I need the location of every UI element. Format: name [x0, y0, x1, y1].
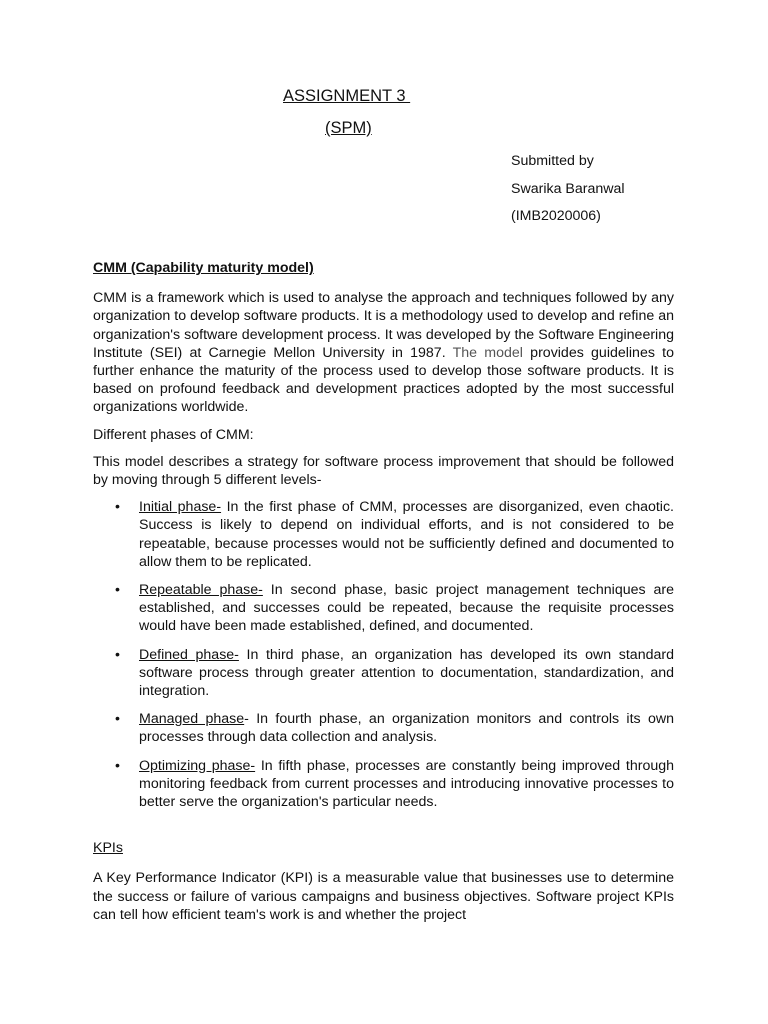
phases-list — [93, 498, 674, 811]
bullet-icon: • — [115, 757, 120, 774]
phase-item-initial — [93, 498, 674, 571]
phase-item-managed — [93, 710, 674, 746]
author-id: (IMB2020006) — [511, 208, 601, 224]
phase-item-optimizing — [93, 757, 674, 812]
cmm-intro-text-2: provides guidelines to further enhance the maturity of the process used to develop those software products. It is based on profound feedback and development practices adopted by the most successful organizations worldwide. — [93, 344, 674, 416]
phase-term: Defined phase- — [139, 646, 239, 663]
phase-item-defined — [93, 646, 674, 701]
phase-term: Initial phase- — [139, 499, 222, 516]
bullet-icon: • — [115, 499, 120, 516]
assignment-subtitle: (SPM) — [325, 119, 372, 137]
phase-description: In second phase, basic project management techniques are established, and successes could be repeated, because the requisite processes would have been made established, defined, and documented. — [139, 582, 674, 635]
phase-term: Repeatable phase- — [139, 582, 263, 599]
bullet-icon: • — [115, 582, 120, 599]
phase-term: Managed phase — [139, 711, 245, 728]
phase-item-repeatable — [93, 581, 674, 636]
cmm-intro-text-1: CMM is a framework which is used to analyse the approach and techniques followed by any organization to develop software products. It is a methodology used to develop and refine an organization's software development process. It was developed by the Software Engineering Institute (SEI) at Carnegie Mellon University in 1987. — [93, 290, 674, 361]
phase-description: - In fourth phase, an organization monitors and controls its own processes through data collection and analysis. — [139, 711, 674, 746]
submission-info — [511, 148, 625, 231]
bullet-icon: • — [115, 646, 120, 663]
phases-label: Different phases of CMM: — [93, 426, 254, 443]
phase-description: In third phase, an organization has developed its own standard software process through greater attention to documentation, standardization, and integration. — [139, 646, 674, 700]
document-body — [93, 259, 674, 933]
phase-term: Optimizing phase- — [139, 757, 256, 774]
cmm-intro-highlight: The model — [452, 344, 523, 361]
kpis-heading: KPIs — [93, 840, 123, 857]
kpis-intro-paragraph: A Key Performance Indicator (KPI) is a measurable value that businesses use to determine the success or failure of various campaigns and business objectives. Software project KPIs can tell how efficient team's work is and whether the project — [93, 870, 674, 923]
author-name: Swarika Baranwal — [511, 180, 625, 197]
phase-description: In fifth phase, processes are constantly being improved through monitoring feedback from current processes and introducing innovative processes to better serve the organization's particular needs. — [139, 757, 674, 811]
phase-description: In the first phase of CMM, processes are disorganized, even chaotic. Success is likely to depend on individual efforts, and is not considered to be repeatable, because processes would not be sufficiently defined and documented to allow them to be replicated. — [139, 499, 674, 570]
phases-intro: This model describes a strategy for software process improvement that should be followed by moving through 5 different levels- — [93, 453, 674, 489]
cmm-heading: CMM (Capability maturity model) — [93, 260, 314, 276]
submitted-by-label: Submitted by — [511, 153, 594, 169]
bullet-icon: • — [115, 711, 120, 728]
assignment-title: ASSIGNMENT 3 — [283, 87, 411, 105]
cmm-intro-paragraph — [93, 289, 674, 416]
